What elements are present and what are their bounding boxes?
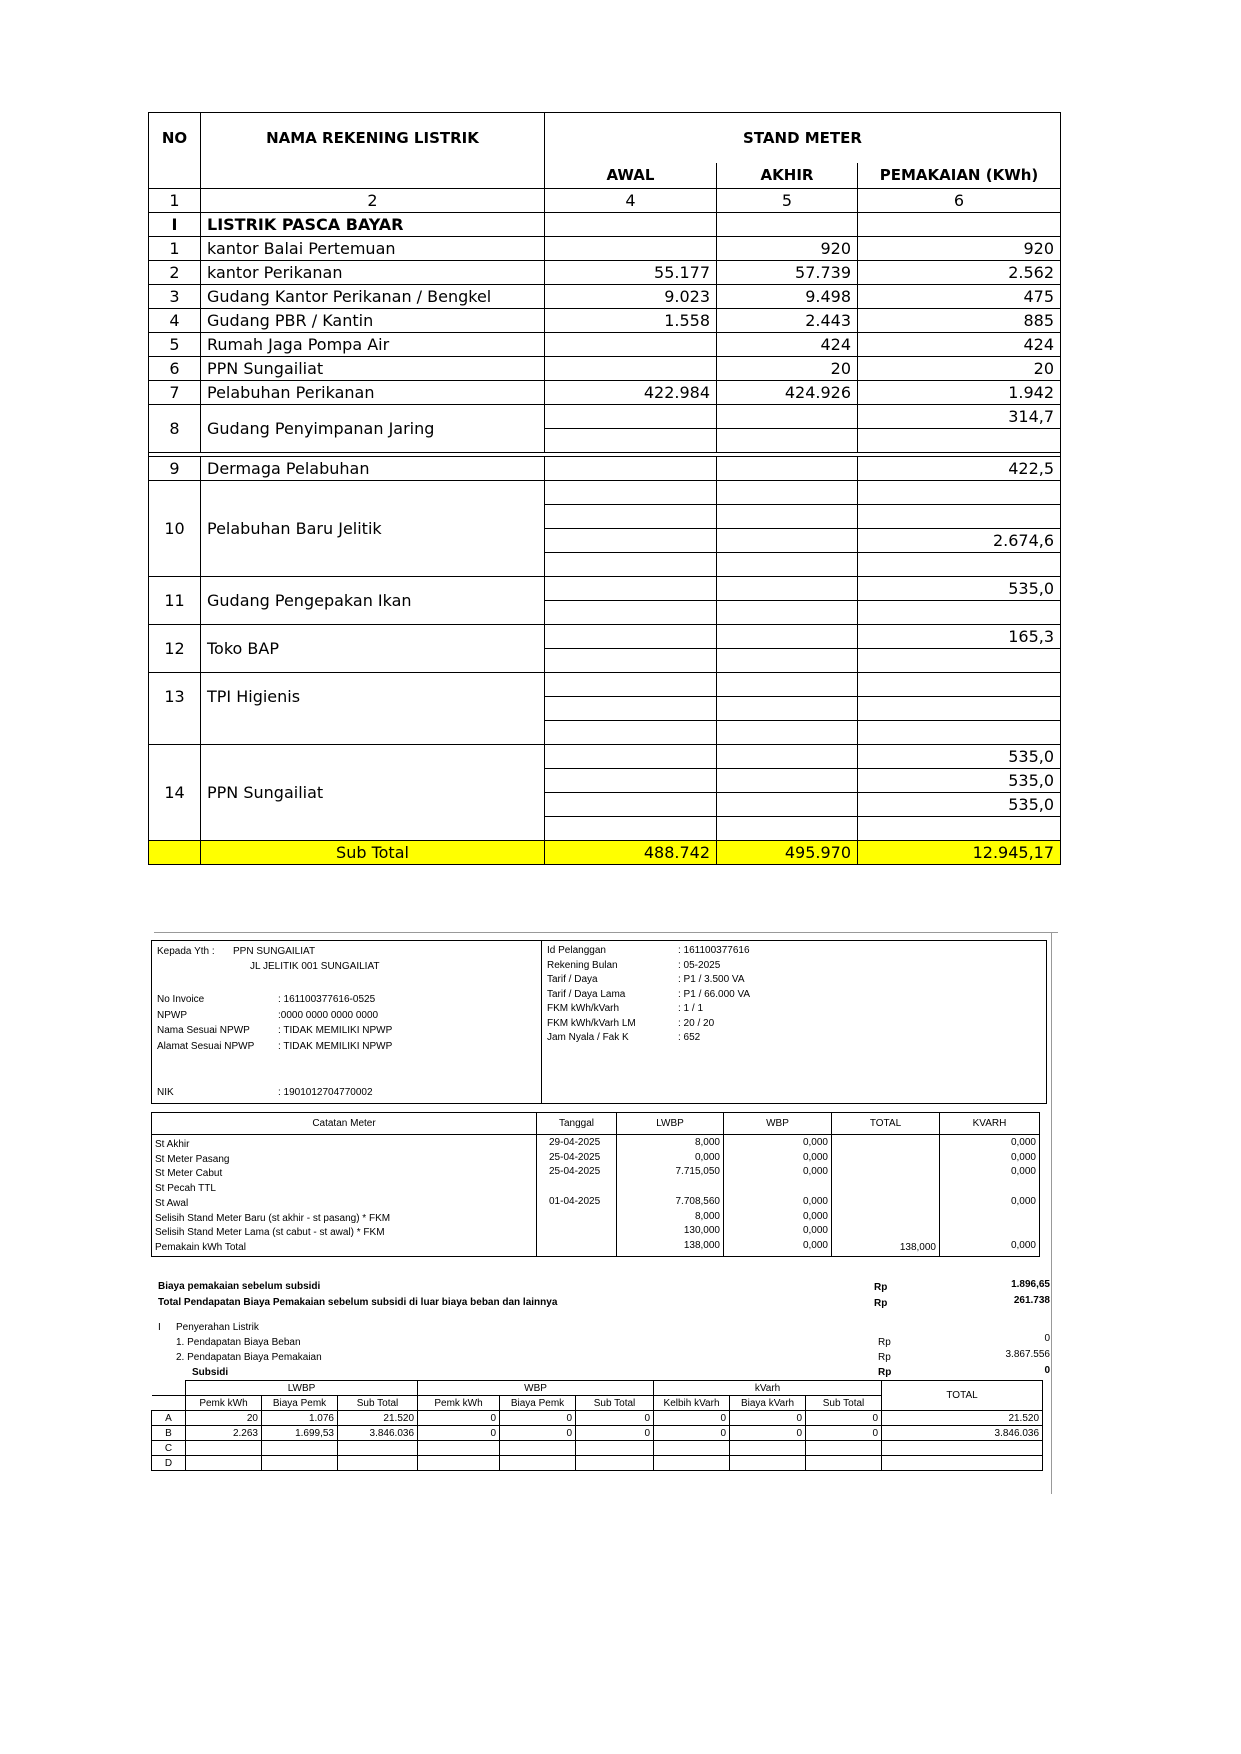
table-row: 1 kantor Balai Pertemuan 920 920 bbox=[149, 237, 1061, 261]
section-name: LISTRIK PASCA BAYAR bbox=[201, 213, 545, 237]
colnum-1: 1 bbox=[149, 189, 201, 213]
customer-address: JL JELITIK 001 SUNGAILIAT bbox=[250, 961, 380, 972]
penyerahan-title: Penyerahan Listrik bbox=[176, 1322, 259, 1333]
header-no: NO bbox=[149, 113, 201, 163]
subtotal-akhir: 495.970 bbox=[717, 841, 858, 865]
table-row: 10 Pelabuhan Baru Jelitik bbox=[149, 481, 1061, 505]
table-row: C bbox=[152, 1441, 1043, 1456]
colnum-2: 2 bbox=[201, 189, 545, 213]
header-akhir: AKHIR bbox=[717, 163, 858, 189]
subtotal-pemakaian: 12.945,17 bbox=[858, 841, 1061, 865]
invoice: Kepada Yth : PPN SUNGAILIAT JL JELITIK 001 SUNGAILIAT No Invoice NPWP Nama Sesuai NPWP Alamat Sesuai NPWP : 161100377616-0525 :0000 0000 0000 0000 : TIDAK MEMILIKI NPWP : TIDAK MEMILIKI NPWP NIK : 1901012704770002 Id Pelanggan Rekening Bulan Tarif / Daya Tarif / Daya Lama FKM kWh/kVarh FKM kWh/kVarh LM Jam Nyala / Fak K : 161100377616 : 05-2025 : P1 / 3.500 VA : P1 / 66.000 VA : 1 / 1 : 20 / 20 : 652 Catatan Meter Tanggal LWBP WBP TOTAL KVARH St Akhir St Meter Pasang St Meter Cabut St Pecah TTL St Awal Selisih Stand Meter Baru (st akhir - st pasang) * FKM Selisih Stand Meter Lama (st cabut - st awal) * FKM Pemakain kWh Total 29-04-2025 25-04-2025 25-04-2025 01-04-2025 8,000 0,000 7.715,050 7.708,560 8,000 130,000 138,000 0,000 0,000 0,000 0,000 0,000 0,000 0,000 138,000 0,000 0,000 0,000 0,000 0,000 Biaya pemakaian sebelum subsidi Rp 1.896,65 Total Pendapatan Biaya Pemakaian sebelum subsidi di luar biaya beban dan lainnya Rp 261.738 I Penyerahan Listrik 1. Pendapatan Biaya Beban 2. Pendapatan Biaya Pemakaian Subsidi Rp Rp Rp 0 3.867.556 0 LWBP WBP kVarh TOTAL Pemk kWh Biaya Pemk Sub Total Pemk kWh Biaya Pemk Sub Total Kelbih kVarh Biaya kVarh Sub Total A 20 1.076 21.520 0 0 0 0 0 0 21.520 B 2.263 1.699,53 3.846.036 0 0 0 0 0 0 3.846.036 C D bbox=[148, 932, 1058, 1495]
usage-table: NO NAMA REKENING LISTRIK STAND METER AWAL AKHIR PEMAKAIAN (KWh) 1 2 4 5 6 I LISTRIK PASCA BAYAR 1 kantor Balai Pertemuan 920 920 2 kantor Perikanan 55.177 57.739 2.562 3 Gudang Kantor Perikanan / Bengkel 9.023 9.498 475 4 Gudang PBR / Kantin 1.558 2.443 885 5 Rumah Jaga Pompa Air 424 424 6 PPN Sungailiat 20 20 7 Pelabuhan Perikanan 422.984 424.926 1.942 8 Gudang Penyimpanan Jaring 314,7 9 Dermaga Pelabuhan 422,5 10 Pelabuhan Baru Jelitik 2.674,6 11 Gudang Pengepakan Ikan 535,0 12 Toko BAP 165,3 13 TPI Higienis 14 PPN Sungailiat 535,0 535,0 535,0 Sub Total 488.742 495.970 12.945,17 bbox=[148, 112, 1061, 865]
section-no: I bbox=[149, 213, 201, 237]
subtotal-label: Sub Total bbox=[201, 841, 545, 865]
table-row: B 2.263 1.699,53 3.846.036 0 0 0 0 0 0 3.846.036 bbox=[152, 1426, 1043, 1441]
biaya-value-2: 261.738 bbox=[1013, 1295, 1050, 1306]
meter-kvarh: 0,000 0,000 0,000 0,000 0,000 bbox=[940, 1135, 1040, 1257]
table-row: 12 Toko BAP 165,3 bbox=[149, 625, 1061, 649]
header-name: NAMA REKENING LISTRIK bbox=[201, 113, 545, 163]
nik-value: : 1901012704770002 bbox=[278, 1087, 373, 1098]
meter-labels: St Akhir St Meter Pasang St Meter Cabut St Pecah TTL St Awal Selisih Stand Meter Baru (st akhir - st pasang) * FKM Selisih Stand Meter Lama (st cabut - st awal) * FKM Pemakain kWh Total bbox=[152, 1135, 537, 1257]
account-fields: Id Pelanggan Rekening Bulan Tarif / Daya Tarif / Daya Lama FKM kWh/kVarh FKM kWh/kVarh LM Jam Nyala / Fak K bbox=[547, 945, 636, 1043]
header-no-cont bbox=[149, 163, 201, 189]
table-row: 5 Rumah Jaga Pompa Air 424 424 bbox=[149, 333, 1061, 357]
table-row: 7 Pelabuhan Perikanan 422.984 424.926 1.942 bbox=[149, 381, 1061, 405]
customer-name: PPN SUNGAILIAT bbox=[233, 946, 316, 957]
table-row: 9 Dermaga Pelabuhan 422,5 bbox=[149, 457, 1061, 481]
biaya-line-1: Biaya pemakaian sebelum subsidi bbox=[158, 1281, 321, 1292]
meter-lwbp: 8,000 0,000 7.715,050 7.708,560 8,000 130,000 138,000 bbox=[617, 1135, 724, 1257]
header-pemakaian: PEMAKAIAN (KWh) bbox=[858, 163, 1061, 189]
subtotal-awal: 488.742 bbox=[545, 841, 717, 865]
colnum-6: 6 bbox=[858, 189, 1061, 213]
kepada-label: Kepada Yth : bbox=[157, 946, 215, 957]
table-row: 8 Gudang Penyimpanan Jaring 314,7 bbox=[149, 405, 1061, 429]
table-row: A 20 1.076 21.520 0 0 0 0 0 0 21.520 bbox=[152, 1411, 1043, 1426]
subtotal-row bbox=[149, 841, 1061, 865]
table-row: 2 kantor Perikanan 55.177 57.739 2.562 bbox=[149, 261, 1061, 285]
header-stand-meter: STAND METER bbox=[545, 113, 1061, 163]
table-row: 11 Gudang Pengepakan Ikan 535,0 bbox=[149, 577, 1061, 601]
nik-label: NIK bbox=[157, 1087, 174, 1098]
billing-breakdown-table: LWBP WBP kVarh TOTAL Pemk kWh Biaya Pemk Sub Total Pemk kWh Biaya Pemk Sub Total Kelbih kVarh Biaya kVarh Sub Total A 20 1.076 21.520 0 0 0 0 0 0 21.520 B 2.263 1.699,53 3.846.036 0 0 0 0 0 0 3.846.036 C D bbox=[151, 1380, 1043, 1471]
meter-dates: 29-04-2025 25-04-2025 25-04-2025 01-04-2025 bbox=[537, 1135, 617, 1257]
colnum-4: 4 bbox=[545, 189, 717, 213]
colnum-5: 5 bbox=[717, 189, 858, 213]
table-row: 6 PPN Sungailiat 20 20 bbox=[149, 357, 1061, 381]
biaya-value-1: 1.896,65 bbox=[1011, 1279, 1050, 1290]
table-row: 4 Gudang PBR / Kantin 1.558 2.443 885 bbox=[149, 309, 1061, 333]
table-row: D bbox=[152, 1456, 1043, 1471]
table-row: 3 Gudang Kantor Perikanan / Bengkel 9.023 9.498 475 bbox=[149, 285, 1061, 309]
meter-record-table: Catatan Meter Tanggal LWBP WBP TOTAL KVARH St Akhir St Meter Pasang St Meter Cabut St Pecah TTL St Awal Selisih Stand Meter Baru (st akhir - st pasang) * FKM Selisih Stand Meter Lama (st cabut - st awal) * FKM Pemakain kWh Total 29-04-2025 25-04-2025 25-04-2025 01-04-2025 8,000 0,000 7.715,050 7.708,560 8,000 130,000 138,000 0,000 0,000 0,000 0,000 0,000 0,000 0,000 138,000 0,000 0,000 0,000 0,000 0,000 bbox=[151, 1112, 1040, 1257]
meter-total: 138,000 bbox=[832, 1135, 940, 1257]
table-row: 14 PPN Sungailiat 535,0 bbox=[149, 745, 1061, 769]
table-row: 13 TPI Higienis bbox=[149, 673, 1061, 697]
header-awal: AWAL bbox=[545, 163, 717, 189]
biaya-line-2: Total Pendapatan Biaya Pemakaian sebelum subsidi di luar biaya beban dan lainnya bbox=[158, 1297, 558, 1308]
invoice-fields: No Invoice NPWP Nama Sesuai NPWP Alamat Sesuai NPWP bbox=[157, 994, 255, 1052]
meter-wbp: 0,000 0,000 0,000 0,000 0,000 0,000 0,000 bbox=[724, 1135, 832, 1257]
header-name-cont bbox=[201, 163, 545, 189]
